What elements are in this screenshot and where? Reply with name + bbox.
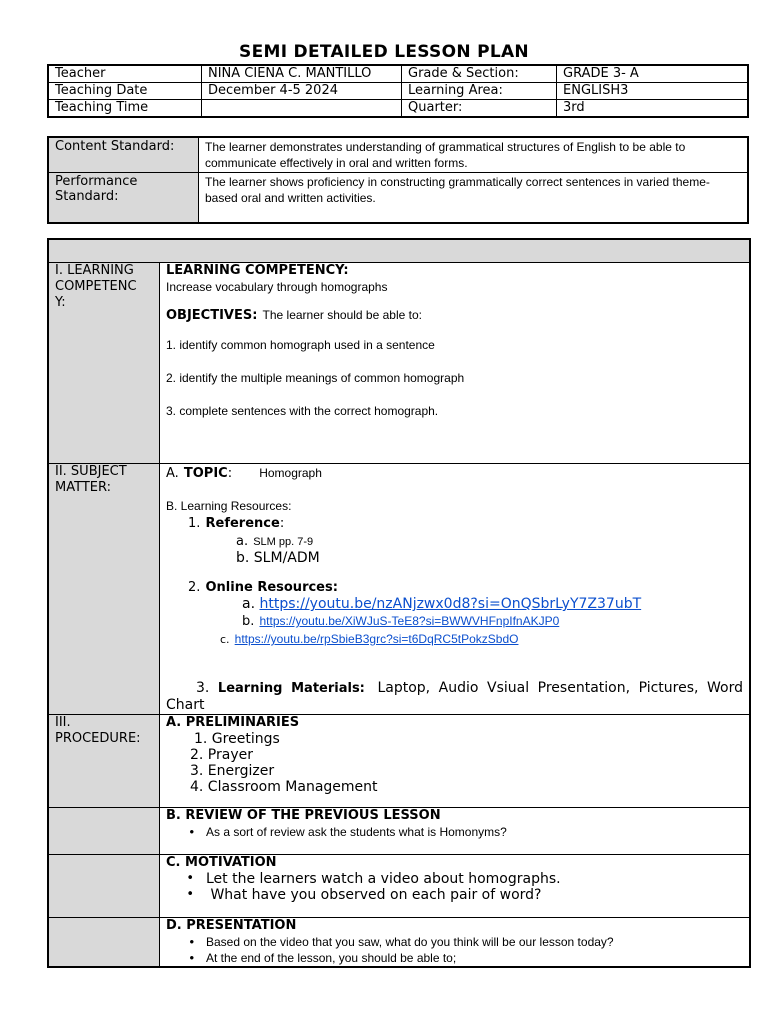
section-1-body xyxy=(160,263,751,464)
link-b[interactable]: https://youtu.be/XiWJuS-TeE8?si=BWWVHFnpIfnAKJP0 xyxy=(259,614,560,628)
performance-standard-text: The learner shows proficiency in constructing grammatically correct sentences in varied theme-based oral and written activities. xyxy=(199,173,749,224)
objective-item: 1. identify common homograph used in a sentence xyxy=(166,338,435,352)
online-resource-item: c. https://youtu.be/rpSbieB3grc?si=t6DqRC5tPokzSbdO xyxy=(220,632,519,646)
lesson-table-header-band xyxy=(48,239,750,263)
section-1-label: I. LEARNING COMPETENC Y: xyxy=(48,263,160,464)
standards-table xyxy=(47,136,749,224)
link-a[interactable]: https://youtu.be/nzANjzwx0d8?si=OnQSbrLyY7Z37ubT xyxy=(259,596,642,612)
review-body xyxy=(160,808,751,855)
topic-line: A. TOPIC: Homograph xyxy=(166,466,322,481)
quarter-value: 3rd xyxy=(557,100,749,118)
bullet-icon: • xyxy=(186,871,194,886)
header-table xyxy=(47,64,749,118)
quarter-label: Quarter: xyxy=(402,100,557,118)
grade-label: Grade & Section: xyxy=(402,65,557,83)
preliminary-item: 3. Energizer xyxy=(190,763,275,779)
preliminaries-body xyxy=(160,715,751,808)
list-item: • What have you observed on each pair of word? xyxy=(166,887,743,903)
list-item: • Based on the video that you saw, what do you think will be our lesson today? xyxy=(166,934,743,950)
materials-line: 3. Learning Materials: Laptop, Audio Vsiual Presentation, Pictures, Word Chart xyxy=(166,680,744,713)
list-item: • Let the learners watch a video about homographs. xyxy=(166,871,743,887)
area-value: ENGLISH3 xyxy=(557,83,749,100)
link-c[interactable]: https://youtu.be/rpSbieB3grc?si=t6DqRC5tPokzSbdO xyxy=(234,632,519,646)
preliminary-item: 1. Greetings xyxy=(194,731,280,747)
competency-text: Increase vocabulary through homographs xyxy=(166,280,388,294)
topic-value: Homograph xyxy=(259,466,322,480)
preliminaries-heading: A. PRELIMINARIES xyxy=(166,715,300,730)
objectives-line: OBJECTIVES: The learner should be able to: xyxy=(166,308,422,323)
bullet-icon: • xyxy=(186,887,194,902)
grade-value: GRADE 3- A xyxy=(557,65,749,83)
date-value: December 4-5 2024 xyxy=(202,83,402,100)
review-heading: B. REVIEW OF THE PREVIOUS LESSON xyxy=(166,808,441,823)
motivation-label-cell xyxy=(48,855,160,918)
bullet-icon: • xyxy=(189,934,194,949)
online-resource-item: a. https://youtu.be/nzANjzwx0d8?si=OnQSbrLyY7Z37ubT xyxy=(242,596,642,612)
presentation-label-cell xyxy=(48,918,160,968)
list-item: • At the end of the lesson, you should be able to; xyxy=(166,950,743,966)
objective-item: 3. complete sentences with the correct homograph. xyxy=(166,404,439,418)
preliminary-item: 2. Prayer xyxy=(190,747,253,763)
reference-item: b. SLM/ADM xyxy=(236,550,320,566)
online-resources-line: 2. Online Resources: xyxy=(188,580,338,595)
motivation-body xyxy=(160,855,751,918)
section-3-label: III. PROCEDURE: xyxy=(48,715,160,808)
resources-heading: B. Learning Resources: xyxy=(166,499,292,513)
presentation-heading: D. PRESENTATION xyxy=(166,918,297,933)
section-2-label: II. SUBJECT MATTER: xyxy=(48,464,160,715)
list-item: • As a sort of review ask the students what is Homonyms? xyxy=(166,824,743,840)
motivation-heading: C. MOTIVATION xyxy=(166,855,277,870)
competency-heading: LEARNING COMPETENCY: xyxy=(166,263,349,278)
reference-item: a. SLM pp. 7-9 xyxy=(236,534,314,549)
teacher-value: NINA CIENA C. MANTILLO xyxy=(202,65,402,83)
lesson-table xyxy=(47,238,751,968)
content-standard-label: Content Standard: xyxy=(48,137,199,173)
page-title: SEMI DETAILED LESSON PLAN xyxy=(239,42,529,62)
bullet-icon: • xyxy=(189,824,194,839)
section-2-body xyxy=(160,464,751,715)
teacher-label: Teacher xyxy=(48,65,202,83)
content-standard-text: The learner demonstrates understanding of grammatical structures of English to be able to communicate effectively in oral and written forms. xyxy=(199,137,749,173)
reference-line: 1. Reference: xyxy=(188,516,285,531)
review-label-cell xyxy=(48,808,160,855)
online-resource-item: b. https://youtu.be/XiWJuS-TeE8?si=BWWVHFnpIfnAKJP0 xyxy=(242,614,560,629)
presentation-body xyxy=(160,918,751,968)
time-value xyxy=(202,100,402,118)
area-label: Learning Area: xyxy=(402,83,557,100)
bullet-icon: • xyxy=(189,950,194,965)
time-label: Teaching Time xyxy=(48,100,202,118)
preliminary-item: 4. Classroom Management xyxy=(190,779,378,795)
performance-standard-label: Performance Standard: xyxy=(48,173,199,224)
objective-item: 2. identify the multiple meanings of common homograph xyxy=(166,371,465,385)
date-label: Teaching Date xyxy=(48,83,202,100)
